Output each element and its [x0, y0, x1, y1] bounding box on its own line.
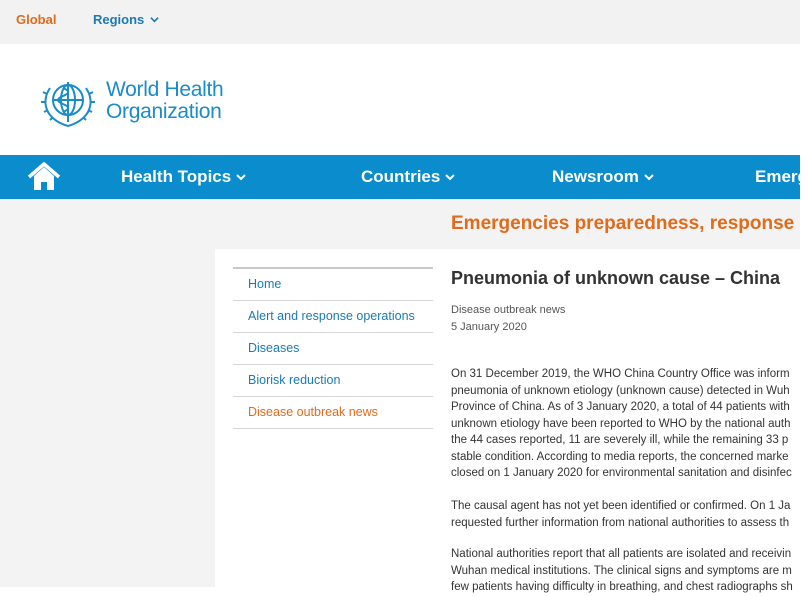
paragraph-line: stable condition. According to media reports, the concerned marke [451, 450, 789, 463]
nav-emergencies[interactable] [755, 167, 808, 187]
paragraph-line: pneumonia of unknown etiology (unknown cause) detected in Wuh [451, 384, 790, 397]
article-paragraph-1 [451, 366, 792, 482]
nav-health-topics[interactable] [121, 167, 246, 187]
left-gutter [0, 199, 215, 587]
chevron-down-icon [445, 172, 455, 182]
logo-line-1: World Health [106, 78, 224, 101]
sidenav-item-home[interactable]: Home [233, 269, 433, 301]
global-link[interactable]: Global [16, 12, 57, 27]
who-logo[interactable] [36, 72, 223, 130]
section-title[interactable]: Emergencies preparedness, response [451, 213, 795, 234]
paragraph-line: unknown etiology have been reported to WHO by the national auth [451, 417, 791, 430]
home-icon[interactable] [26, 162, 62, 192]
paragraph-line: closed on 1 January 2020 for environmental sanitation and disinfec [451, 467, 792, 479]
site-header [0, 44, 800, 155]
chevron-down-icon [236, 172, 246, 182]
paragraph-line: On 31 December 2019, the WHO China Country Office was inform [451, 368, 790, 380]
top-bar [0, 0, 800, 44]
article-category: Disease outbreak news [451, 304, 566, 316]
article-paragraph-2 [451, 498, 790, 531]
nav-health-topics-label: Health Topics [121, 167, 232, 186]
chevron-down-icon [644, 172, 654, 182]
nav-countries-label: Countries [361, 167, 441, 186]
logo-line-2: Organization [106, 100, 222, 123]
paragraph-line: Wuhan medical institutions. The clinical signs and symptoms are m [451, 564, 792, 577]
nav-emergencies-label: Emerg [755, 167, 808, 186]
side-nav [233, 267, 433, 429]
sidenav-item-disease-outbreak-news[interactable]: Disease outbreak news [233, 397, 433, 429]
paragraph-line: National authorities report that all patients are isolated and receivin [451, 548, 792, 560]
regions-label: Regions [93, 12, 145, 27]
article-date: 5 January 2020 [451, 321, 527, 333]
paragraph-line: The causal agent has not yet been identified or confirmed. On 1 Ja [451, 500, 791, 512]
paragraph-line: few patients having difficulty in breathing, and chest radiographs sh [451, 581, 793, 593]
nav-countries[interactable] [361, 167, 455, 187]
who-logo-text [106, 79, 223, 123]
paragraph-line: requested further information from national authorities to assess th [451, 516, 790, 529]
article-paragraph-3 [451, 546, 793, 596]
paragraph-line: the 44 cases reported, 11 are severely ill, while the remaining 33 p [451, 434, 789, 446]
sidenav-item-biorisk[interactable]: Biorisk reduction [233, 365, 433, 397]
nav-newsroom-label: Newsroom [552, 167, 639, 186]
nav-newsroom[interactable] [552, 167, 654, 187]
chevron-down-icon [150, 15, 159, 24]
article-title: Pneumonia of unknown cause – China [451, 268, 781, 288]
sidenav-item-alert-response[interactable]: Alert and response operations [233, 301, 433, 333]
paragraph-line: Province of China. As of 3 January 2020, a total of 44 patients with [451, 401, 790, 413]
sidenav-item-diseases[interactable]: Diseases [233, 333, 433, 365]
main-nav [0, 155, 808, 199]
regions-dropdown[interactable] [93, 12, 159, 27]
article-meta [451, 302, 565, 336]
who-emblem-icon [36, 72, 100, 130]
